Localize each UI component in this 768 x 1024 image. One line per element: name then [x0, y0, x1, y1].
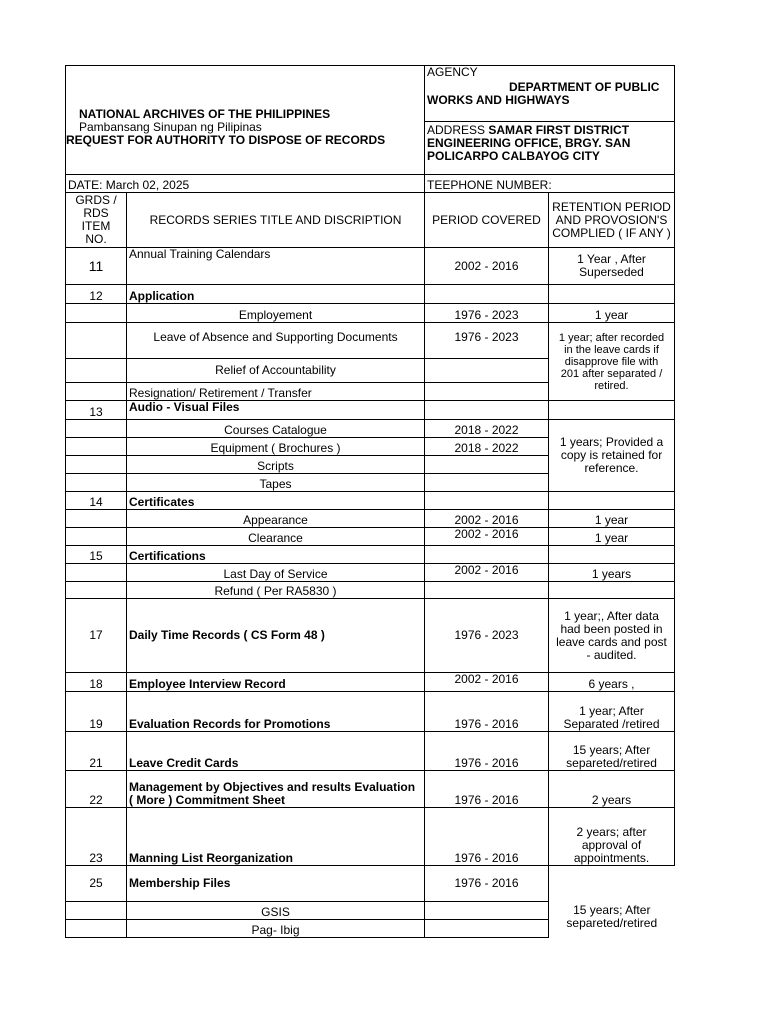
agency-label: AGENCY — [427, 65, 478, 79]
period: 2018 - 2022 — [425, 420, 549, 438]
table-row — [66, 420, 675, 438]
col-header-retention: RETENTION PERIOD AND PROVOSION'S COMPLIED ( IF ANY ) — [549, 193, 675, 248]
record-title: Manning List Reorganization — [127, 808, 425, 866]
record-title: Equipment ( Brochures ) — [127, 438, 425, 456]
address-value-line3: POLICARPO CALBAYOG CITY — [427, 149, 600, 163]
telephone-label: TEEPHONE NUMBER: — [427, 178, 552, 192]
retention: 1 Year , After Superseded — [549, 248, 675, 285]
record-title: Pag- Ibig — [127, 920, 425, 938]
form-title: REQUEST FOR AUTHORITY TO DISPOSE OF RECORDS — [66, 132, 386, 147]
retention: 6 years , — [549, 673, 675, 692]
col-header-item-no: GRDS / RDS ITEM NO. — [66, 193, 127, 248]
table-row — [66, 546, 675, 564]
item-no: 17 — [66, 599, 127, 673]
table-row — [66, 528, 675, 546]
address-value-line2: ENGINEERING OFFICE, BRGY. SAN — [427, 136, 631, 150]
period: 2018 - 2022 — [425, 438, 549, 456]
period: 2002 - 2016 — [425, 248, 549, 285]
record-title: Employement — [127, 304, 425, 323]
header-org-cell — [66, 66, 425, 175]
period: 1976 - 2016 — [425, 732, 549, 771]
period: 1976 - 2016 — [425, 771, 549, 808]
table-row — [66, 401, 675, 420]
item-no: 13 — [66, 401, 127, 420]
record-title: Last Day of Service — [127, 564, 425, 582]
retention: 1 year; After Separated /retired — [549, 692, 675, 732]
record-title: Evaluation Records for Promotions — [127, 692, 425, 732]
period: 1976 - 2023 — [425, 599, 549, 673]
record-title: Employee Interview Record — [127, 673, 425, 692]
period: 1976 - 2016 — [425, 808, 549, 866]
table-row — [66, 492, 675, 510]
retention: 1 year;, After data had been posted in leave cards and post - audited. — [549, 599, 675, 673]
item-no: 23 — [66, 808, 127, 866]
table-row — [66, 510, 675, 528]
retention: 1 year — [549, 528, 675, 546]
period: 2002 - 2016 — [425, 673, 549, 692]
record-title: Appearance — [127, 510, 425, 528]
retention: 15 years; After separeted/retired — [549, 866, 675, 938]
record-title: Leave Credit Cards — [127, 732, 425, 771]
col-header-period: PERIOD COVERED — [425, 193, 549, 248]
agency-name-line2: WORKS AND HIGHWAYS — [427, 93, 570, 107]
org-subtitle: Pambansang Sinupan ng Pilipinas — [79, 119, 262, 134]
record-title: Scripts — [127, 456, 425, 474]
table-row — [66, 564, 675, 582]
item-no: 11 — [66, 248, 127, 285]
record-title: Refund ( Per RA5830 ) — [127, 582, 425, 599]
record-title: GSIS — [127, 902, 425, 920]
period: 2002 - 2016 — [425, 564, 549, 582]
record-title: Audio - Visual Files — [127, 401, 425, 420]
period: 1976 - 2016 — [425, 692, 549, 732]
table-row — [66, 771, 675, 808]
period: 2002 - 2016 — [425, 510, 549, 528]
period: 1976 - 2023 — [425, 304, 549, 323]
address-value-line1: SAMAR FIRST DISTRICT — [488, 123, 630, 137]
item-no: 14 — [66, 492, 127, 510]
table-row — [66, 304, 675, 323]
item-no: 15 — [66, 546, 127, 564]
address-label: ADDRESS — [427, 123, 486, 137]
item-no: 12 — [66, 285, 127, 304]
item-no: 21 — [66, 732, 127, 771]
date-value: March 02, 2025 — [105, 178, 190, 192]
item-no: 25 — [66, 866, 127, 902]
agency-cell — [425, 66, 675, 122]
disposal-table — [65, 65, 675, 938]
item-no: 19 — [66, 692, 127, 732]
period: 2002 - 2016 — [425, 528, 549, 546]
date-label: DATE: — [68, 178, 103, 192]
record-title: Certifications — [127, 546, 425, 564]
retention: 1 years — [549, 564, 675, 582]
table-row — [66, 248, 675, 285]
retention: 1 years; Provided a copy is retained for reference. — [549, 420, 675, 492]
telephone-cell — [425, 175, 675, 193]
table-row — [66, 808, 675, 866]
table-row — [66, 692, 675, 732]
retention: 1 year — [549, 304, 675, 323]
record-title: Membership Files — [127, 866, 425, 902]
org-name: NATIONAL ARCHIVES OF THE PHILIPPINES — [79, 106, 331, 121]
item-no: 22 — [66, 771, 127, 808]
record-title: Courses Catalogue — [127, 420, 425, 438]
record-title: Daily Time Records ( CS Form 48 ) — [127, 599, 425, 673]
period: 1976 - 2023 — [425, 323, 549, 359]
record-title: Resignation/ Retirement / Transfer — [127, 383, 425, 401]
retention: 15 years; After separeted/retired — [549, 732, 675, 771]
table-row — [66, 582, 675, 599]
retention: 2 years; after approval of appointments. — [549, 808, 675, 866]
record-title: Annual Training Calendars — [127, 248, 425, 285]
record-title: Relief of Accountability — [127, 359, 425, 383]
address-cell — [425, 122, 675, 175]
table-row — [66, 866, 675, 902]
table-row — [66, 285, 675, 304]
record-title: Clearance — [127, 528, 425, 546]
retention: 1 year — [549, 510, 675, 528]
table-row — [66, 323, 675, 359]
table-row — [66, 732, 675, 771]
record-title: Leave of Absence and Supporting Documents — [127, 323, 425, 359]
table-row — [66, 599, 675, 673]
table-row — [66, 673, 675, 692]
record-title: Application — [127, 285, 425, 304]
records-disposal-form — [65, 65, 674, 938]
retention: 2 years — [549, 771, 675, 808]
col-header-title: RECORDS SERIES TITLE AND DISCRIPTION — [127, 193, 425, 248]
item-no: 18 — [66, 673, 127, 692]
date-cell — [66, 175, 425, 193]
record-title: Certificates — [127, 492, 425, 510]
period: 1976 - 2016 — [425, 866, 549, 902]
record-title: Tapes — [127, 474, 425, 492]
retention: 1 year; after recorded in the leave cards if disapprove file with 201 after separated / retired. — [549, 323, 675, 401]
agency-name-line1: DEPARTMENT OF PUBLIC — [509, 80, 660, 94]
record-title: Management by Objectives and results Evaluation ( More ) Commitment Sheet — [127, 771, 425, 808]
